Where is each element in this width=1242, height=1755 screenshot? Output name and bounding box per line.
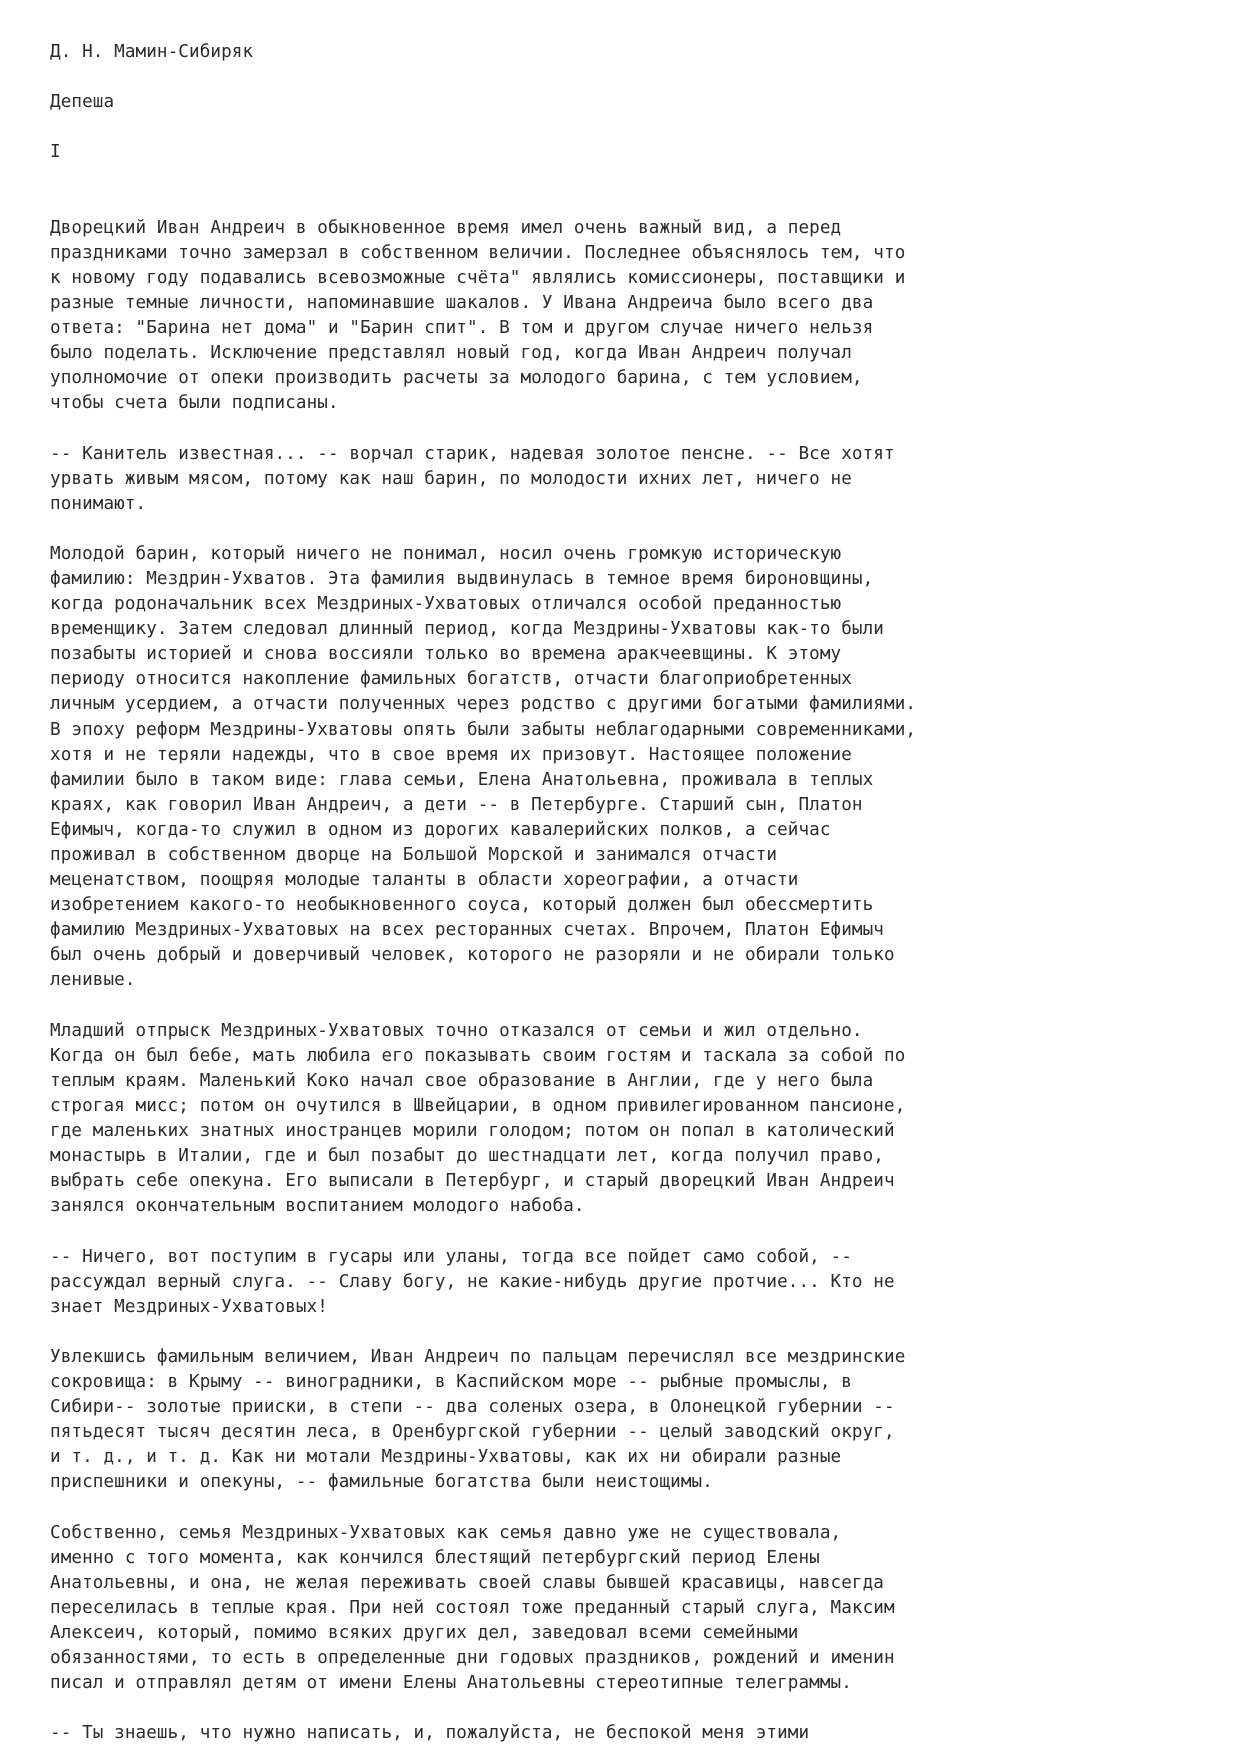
text-line: Алексеич, который, помимо всяких других дел, заведовал всеми семейными (50, 1622, 799, 1643)
text-line: -- Канитель известная... -- ворчал старик, надевая золотое пенсне. -- Все хотят (50, 443, 895, 464)
text-line: фамилию: Мездрин-Ухватов. Эта фамилия выдвинулась в темное время бироновщины, (50, 568, 874, 589)
text-line: -- Ты знаешь, что нужно написать, и, пожалуйста, не беспокой меня этими (50, 1723, 810, 1744)
text-line: Младший отпрыск Мездриных-Ухватовых точно отказался от семьи и жил отдельно. (50, 1020, 863, 1041)
text-line: Собственно, семья Мездриных-Ухватовых как семья давно уже не существовала, (50, 1522, 842, 1543)
document-page (50, 40, 1210, 1746)
text-line: Ефимыч, когда-то служил в одном из дорогих кавалерийских полков, а сейчас (50, 819, 831, 840)
text-line: праздниками точно замерзал в собственном величии. Последнее объяснялось тем, что (50, 242, 906, 263)
text-line: Сибири-- золотые прииски, в степи -- два соленых озера, в Олонецкой губернии -- (50, 1397, 895, 1418)
text-line: именно с того момента, как кончился блестящий петербургский период Елены (50, 1547, 820, 1568)
text-line: меценатством, поощряя молодые таланты в области хореографии, а отчасти (50, 870, 799, 891)
chapter-number: I (50, 142, 61, 163)
text-line: изобретением какого-то необыкновенного соуса, который должен был обессмертить (50, 895, 874, 916)
text-line: чтобы счета были подписаны. (50, 393, 339, 414)
spacer (50, 165, 1210, 190)
text-line: ответа: "Барина нет дома" и "Барин спит". В том и другом случае ничего нельзя (50, 318, 874, 339)
paragraph (50, 1245, 1210, 1320)
text-line: занялся окончательным воспитанием молодого набоба. (50, 1196, 585, 1217)
text-line: монастырь в Италии, где и был позабыт до шестнадцати лет, когда получил право, (50, 1146, 885, 1167)
paragraph (50, 1521, 1210, 1697)
paragraph (50, 216, 1210, 417)
paragraph (50, 1345, 1210, 1496)
text-line: обязанностями, то есть в определенные дни годовых праздников, рождений и именин (50, 1648, 895, 1668)
text-line: Анатольевны, и она, не желая переживать своей славы бывшей красавицы, навсегда (50, 1572, 885, 1593)
text-line: краях, как говорил Иван Андреич, а дети -- в Петербурге. Старший сын, Платон (50, 794, 863, 815)
text-line: и т. д., и т. д. Как ни мотали Мездрины-Ухватовы, как их ни обирали разные (50, 1447, 842, 1468)
text-line: рассуждал верный слуга. -- Славу богу, не какие-нибудь другие протчие... Кто не (50, 1271, 895, 1292)
text-line: Дворецкий Иван Андреич в обыкновенное время имел очень важный вид, а перед (50, 217, 842, 238)
text-line: ленивые. (50, 970, 136, 991)
text-line: разные темные личности, напоминавшие шакалов. У Ивана Андреича было всего два (50, 292, 874, 313)
text-line: периоду относится накопление фамильных богатств, отчасти благоприобретенных (50, 669, 852, 690)
paragraph-spacer (50, 517, 1210, 542)
text-line: позабыты историей и снова воссияли только во времена аракчеевщины. К этому (50, 644, 842, 665)
paragraph-spacer (50, 1320, 1210, 1345)
paragraph (50, 1721, 1210, 1746)
text-line: был очень добрый и доверчивый человек, которого не разоряли и не обирали только (50, 945, 895, 966)
text-line: личным усердием, а отчасти полученных через родство с другими богатыми фамилиями. (50, 694, 917, 715)
paragraph-spacer (50, 1495, 1210, 1520)
spacer (50, 191, 1210, 216)
paragraph (50, 1019, 1210, 1220)
paragraph (50, 542, 1210, 994)
text-line: строгая мисс; потом он очутился в Швейцарии, в одном привилегированном пансионе, (50, 1095, 906, 1116)
text-line: фамилию Мездриных-Ухватовых на всех ресторанных счетах. Впрочем, Платон Ефимыч (50, 920, 885, 941)
text-line: теплым краям. Маленький Коко начал свое образование в Англии, где у него была (50, 1070, 874, 1091)
text-line: пятьдесят тысяч десятин леса, в Оренбургской губернии -- целый заводский округ, (50, 1422, 895, 1443)
text-line: к новому году подавались всевозможные счёта" являлись комиссионеры, поставщики и (50, 267, 906, 288)
text-line: временщику. Затем следовал длинный период, когда Мездрины-Ухватовы как-то были (50, 619, 885, 640)
text-line: фамилии было в таком виде: глава семьи, Елена Анатольевна, проживала в теплых (50, 769, 874, 790)
author-name: Д. Н. Мамин-Сибиряк (50, 42, 254, 62)
paragraph (50, 442, 1210, 517)
text-line: уполномочие от опеки производить расчеты за молодого барина, с тем условием, (50, 368, 863, 389)
paragraph-spacer (50, 1219, 1210, 1244)
text-line: приспешники и опекуны, -- фамильные богатства были неистощимы. (50, 1472, 713, 1493)
spacer (50, 115, 1210, 140)
text-line: Когда он был бебе, мать любила его показывать своим гостям и таскала за собой по (50, 1045, 906, 1066)
paragraph-spacer (50, 994, 1210, 1019)
text-line: урвать живым мясом, потому как наш барин, по молодости ихних лет, ничего не (50, 468, 852, 489)
document-title: Депеша (50, 92, 115, 113)
paragraph-spacer (50, 1696, 1210, 1721)
text-line: выбрать себе опекуна. Его выписали в Петербург, и старый дворецкий Иван Андреич (50, 1171, 895, 1192)
text-line: Увлекшись фамильным величием, Иван Андреич по пальцам перечислял все мездринские (50, 1346, 906, 1367)
text-line: было поделать. Исключение представлял новый год, когда Иван Андреич получал (50, 343, 852, 364)
body-text (50, 216, 1210, 1747)
text-line: проживал в собственном дворце на Большой Морской и занимался отчасти (50, 845, 778, 865)
text-line: знает Мездриных-Ухватовых! (50, 1296, 329, 1317)
text-line: хотя и не теряли надежды, что в свое время их призовут. Настоящее положение (50, 744, 852, 765)
text-line: сокровища: в Крыму -- виноградники, в Каспийском море -- рыбные промыслы, в (50, 1371, 852, 1392)
text-line: понимают. (50, 493, 147, 514)
text-line: где маленьких знатных иностранцев морили голодом; потом он попал в католический (50, 1121, 895, 1142)
text-line: -- Ничего, вот поступим в гусары или уланы, тогда все пойдет само собой, -- (50, 1246, 852, 1267)
spacer (50, 65, 1210, 90)
text-line: переселилась в теплые края. При ней состоял тоже преданный старый слуга, Максим (50, 1597, 895, 1618)
text-line: Молодой барин, который ничего не понимал, носил очень громкую историческую (50, 543, 842, 564)
text-line: когда родоначальник всех Мездриных-Ухватовых отличался особой преданностью (50, 594, 842, 615)
text-line: писал и отправлял детям от имени Елены Анатольевны стереотипные телеграммы. (50, 1673, 852, 1694)
paragraph-spacer (50, 416, 1210, 441)
text-line: В эпоху реформ Мездрины-Ухватовы опять были забыты неблагодарными современниками, (50, 719, 917, 740)
